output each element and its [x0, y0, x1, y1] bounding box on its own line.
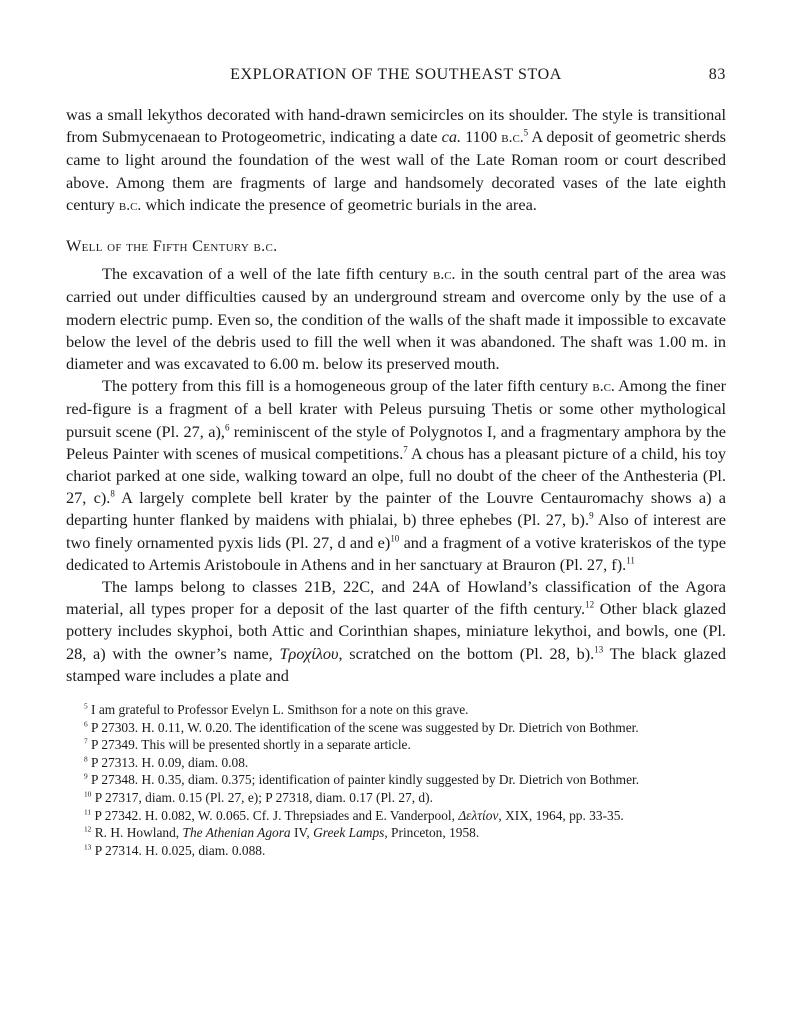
- paragraph-3: The pottery from this fill is a homogeneous group of the later fifth century b.c. Among the finer red-figure is a fragment of a bell krater with Peleus pursuing Thetis or some other mythological pursuit scene (Pl. 27, a),$^6$ reminiscent of the style of Polygnotos I, and a fragmentary amphora by the Peleus Painter with scenes of musical competitions.$^7$ A chous has a pleasant picture of a child, his toy chariot parked at one side, walking toward an olpe, full no doubt of the cheer of the Anthesteria (Pl. 27, c).$^8$ A largely complete bell krater by the painter of the Louvre Centauromachy shows a) a departing hunter flanked by maidens with phialai, b) three ephebes (Pl. 27, b).$^9$ Also of interest are two finely ornamented pyxis lids (Pl. 27, d and e)$^{10}$ and a fragment of a votive krateriskos of the type dedicated to Artemis Aristoboule in Athens and in her sanctuary at Brauron (Pl. 27, f).$^{11}$: [66, 376, 727, 574]
- footnote-9: $^9$ P 27348. H. 0.35, diam. 0.375; identification of painter kindly suggested by Dr. Dietrich von Bothmer.: [84, 771, 640, 788]
- footnote-ref-10: 10: [390, 533, 400, 544]
- paragraph-1: was a small lekythos decorated with hand-drawn semicircles on its shoulder. The style is transitional from Submycenaean to Protogeometric, indicating a date ca. 1100 b.c.$^5$ A deposit of geometric sherds came to light around the foundation of the west wall of the Late Roman room or court described above. Among them are fragments of large and handsomely decorated vases of the late eighth century b.c. which indicate the presence of geometric burials in the area.: [66, 105, 726, 214]
- running-header: [66, 66, 726, 90]
- footnote-10: $^{10}$ P 27317, diam. 0.15 (Pl. 27, e); P 27318, diam. 0.17 (Pl. 27, d).: [84, 789, 433, 806]
- footnote-ref-5: 5: [523, 127, 529, 138]
- footnote-ref-9: 9: [589, 511, 594, 522]
- body-text: [66, 104, 726, 687]
- running-title: EXPLORATION OF THE SOUTHEAST STOA: [230, 66, 562, 83]
- footnote-5: $^5$ I am grateful to Professor Evelyn L. Smithson for a note on this grave.: [84, 701, 469, 718]
- footnote-ref-8: 8: [110, 488, 115, 499]
- footnotes: [66, 701, 726, 859]
- greek-inscription: Τροχίλου: [279, 643, 339, 663]
- page-number: 83: [708, 66, 726, 83]
- footnote-6: $^6$ P 27303. H. 0.11, W. 0.20. The identification of the scene was suggested by Dr. Dietrich von Bothmer.: [84, 719, 639, 735]
- footnote-7: $^7$ P 27349. This will be presented shortly in a separate article.: [84, 736, 411, 753]
- footnote-ref-12: 12: [585, 599, 595, 610]
- paragraph-4: The lamps belong to classes 21B, 22C, and 24A of Howland’s classification of the Agora material, all types proper for a deposit of the last quarter of the fifth century.$^{12}$ Other black glazed pottery includes skyphoi, both Attic and Corinthian shapes, miniature lekythoi, and bowls, one (Pl. 28, a) with the owner’s name, Τροχίλου, scratched on the bottom (Pl. 28, b).$^{13}$ The black glazed stamped ware includes a plate and: [66, 577, 727, 685]
- paragraph-2: The excavation of a well of the late fifth century b.c. in the south central part of the area was carried out under difficulties caused by an underground stream and overcome only by the use of a modern electric pump. Even so, the condition of the walls of the shaft made it impossible to excavate below the level of the debris used to fill the well when it was abandoned. The shaft was 1.00 m. in diameter and was excavated to 6.00 m. below its preserved mouth.: [66, 264, 726, 374]
- footnote-ref-6: 6: [224, 422, 230, 433]
- footnote-11: $^{11}$ P 27342. H. 0.082, W. 0.065. Cf. J. Threpsiades and E. Vanderpool, Δελτίον, XIX, 1964, pp. 33-35.: [84, 807, 624, 823]
- footnote-ref-13: 13: [594, 644, 604, 655]
- footnote-ref-7: 7: [403, 444, 408, 455]
- footnote-8: $^8$ P 27313. H. 0.09, diam. 0.08.: [84, 754, 249, 770]
- footnote-12: $^{12}$ R. H. Howland, The Athenian Agora IV, Greek Lamps, Princeton, 1958.: [84, 824, 480, 841]
- footnote-ref-11: 11: [626, 555, 635, 566]
- section-heading: Well of the Fifth Century b.c.: [66, 236, 278, 256]
- footnote-13: $^{13}$ P 27314. H. 0.025, diam. 0.088.: [84, 842, 266, 858]
- document-page: [66, 66, 726, 859]
